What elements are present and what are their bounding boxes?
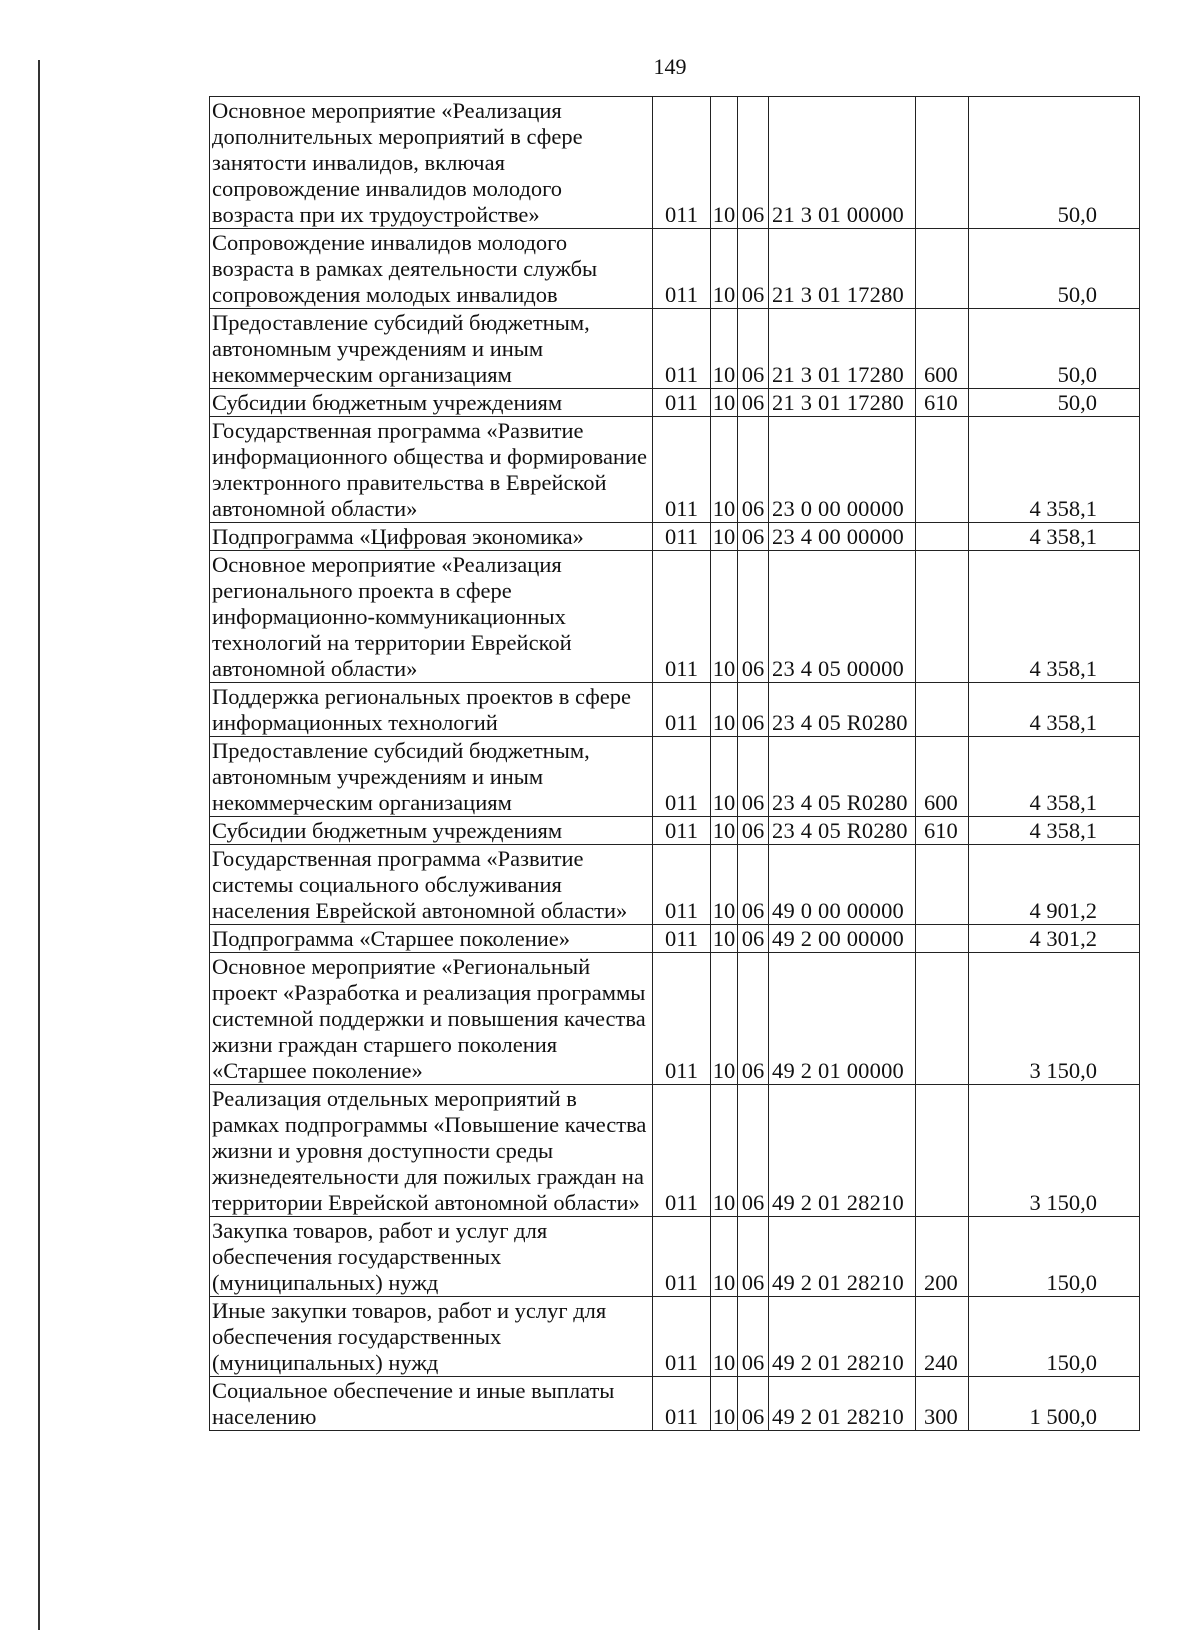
table-row [210, 925, 1140, 953]
subsection-code-cell: 06 [738, 229, 769, 309]
subsection-code-cell: 06 [738, 417, 769, 523]
subsection-code-cell: 06 [738, 97, 769, 229]
expense-type-code-cell [916, 551, 969, 683]
expense-type-code-cell: 610 [916, 389, 969, 417]
administrator-code-cell: 011 [653, 389, 711, 417]
subsection-code-cell: 06 [738, 683, 769, 737]
expense-type-code-cell [916, 97, 969, 229]
section-code-cell: 10 [711, 817, 738, 845]
table-row [210, 845, 1140, 925]
target-article-code-cell: 23 4 05 R0280 [769, 737, 916, 817]
amount-cell: 4 358,1 [969, 737, 1140, 817]
amount-cell: 3 150,0 [969, 1085, 1140, 1217]
target-article-code-cell: 49 2 01 28210 [769, 1217, 916, 1297]
expense-name-cell: Субсидии бюджетным учреждениям [210, 817, 653, 845]
budget-table [209, 96, 1140, 1431]
expense-type-code-cell [916, 845, 969, 925]
table-row [210, 309, 1140, 389]
expense-name-cell: Основное мероприятие «Региональный проект «Разработка и реализация программы системной поддержки и повышения качества жизни граждан старшего поколения «Старшее поколение» [210, 953, 653, 1085]
amount-cell: 50,0 [969, 309, 1140, 389]
target-article-code-cell: 49 2 01 28210 [769, 1297, 916, 1377]
section-code-cell: 10 [711, 1297, 738, 1377]
subsection-code-cell: 06 [738, 551, 769, 683]
binding-margin-line [38, 60, 40, 1630]
section-code-cell: 10 [711, 417, 738, 523]
expense-name-cell: Предоставление субсидий бюджетным, автономным учреждениям и иным некоммерческим организациям [210, 309, 653, 389]
table-row [210, 97, 1140, 229]
target-article-code-cell: 23 4 05 R0280 [769, 683, 916, 737]
amount-cell: 3 150,0 [969, 953, 1140, 1085]
table-row [210, 229, 1140, 309]
amount-cell: 50,0 [969, 97, 1140, 229]
section-code-cell: 10 [711, 97, 738, 229]
expense-name-cell: Реализация отдельных мероприятий в рамках подпрограммы «Повышение качества жизни и уровня доступности среды жизнедеятельности для пожилых граждан на территории Еврейской автономной области» [210, 1085, 653, 1217]
target-article-code-cell: 21 3 01 17280 [769, 309, 916, 389]
section-code-cell: 10 [711, 523, 738, 551]
expense-type-code-cell [916, 683, 969, 737]
subsection-code-cell: 06 [738, 953, 769, 1085]
expense-name-cell: Субсидии бюджетным учреждениям [210, 389, 653, 417]
section-code-cell: 10 [711, 1085, 738, 1217]
table-row [210, 953, 1140, 1085]
amount-cell: 4 358,1 [969, 551, 1140, 683]
target-article-code-cell: 49 2 01 00000 [769, 953, 916, 1085]
administrator-code-cell: 011 [653, 683, 711, 737]
expense-name-cell: Закупка товаров, работ и услуг для обеспечения государственных (муниципальных) нужд [210, 1217, 653, 1297]
administrator-code-cell: 011 [653, 817, 711, 845]
expense-name-cell: Предоставление субсидий бюджетным, автономным учреждениям и иным некоммерческим организациям [210, 737, 653, 817]
subsection-code-cell: 06 [738, 1085, 769, 1217]
amount-cell: 4 901,2 [969, 845, 1140, 925]
administrator-code-cell: 011 [653, 1217, 711, 1297]
administrator-code-cell: 011 [653, 1297, 711, 1377]
expense-type-code-cell [916, 229, 969, 309]
section-code-cell: 10 [711, 551, 738, 683]
target-article-code-cell: 49 0 00 00000 [769, 845, 916, 925]
expense-name-cell: Иные закупки товаров, работ и услуг для обеспечения государственных (муниципальных) нужд [210, 1297, 653, 1377]
table-row [210, 1085, 1140, 1217]
target-article-code-cell: 49 2 01 28210 [769, 1377, 916, 1431]
expense-type-code-cell: 600 [916, 309, 969, 389]
subsection-code-cell: 06 [738, 925, 769, 953]
table-body [210, 97, 1140, 1431]
expense-name-cell: Государственная программа «Развитие информационного общества и формирование электронного правительства в Еврейской автономной области» [210, 417, 653, 523]
administrator-code-cell: 011 [653, 953, 711, 1085]
subsection-code-cell: 06 [738, 389, 769, 417]
target-article-code-cell: 21 3 01 17280 [769, 229, 916, 309]
subsection-code-cell: 06 [738, 1377, 769, 1431]
section-code-cell: 10 [711, 389, 738, 417]
target-article-code-cell: 49 2 00 00000 [769, 925, 916, 953]
expense-type-code-cell [916, 953, 969, 1085]
administrator-code-cell: 011 [653, 523, 711, 551]
table-row [210, 737, 1140, 817]
expense-type-code-cell: 300 [916, 1377, 969, 1431]
expense-name-cell: Сопровождение инвалидов молодого возраста в рамках деятельности службы сопровождения молодых инвалидов [210, 229, 653, 309]
subsection-code-cell: 06 [738, 1297, 769, 1377]
subsection-code-cell: 06 [738, 309, 769, 389]
expense-name-cell: Основное мероприятие «Реализация дополнительных мероприятий в сфере занятости инвалидов, включая сопровождение инвалидов молодого возраста при их трудоустройстве» [210, 97, 653, 229]
amount-cell: 50,0 [969, 229, 1140, 309]
subsection-code-cell: 06 [738, 1217, 769, 1297]
expense-name-cell: Государственная программа «Развитие системы социального обслуживания населения Еврейской автономной области» [210, 845, 653, 925]
target-article-code-cell: 23 4 05 00000 [769, 551, 916, 683]
target-article-code-cell: 23 4 00 00000 [769, 523, 916, 551]
target-article-code-cell: 23 4 05 R0280 [769, 817, 916, 845]
expense-name-cell: Социальное обеспечение и иные выплаты населению [210, 1377, 653, 1431]
administrator-code-cell: 011 [653, 229, 711, 309]
subsection-code-cell: 06 [738, 523, 769, 551]
section-code-cell: 10 [711, 309, 738, 389]
amount-cell: 4 358,1 [969, 523, 1140, 551]
amount-cell: 150,0 [969, 1297, 1140, 1377]
subsection-code-cell: 06 [738, 817, 769, 845]
amount-cell: 150,0 [969, 1217, 1140, 1297]
expense-type-code-cell: 200 [916, 1217, 969, 1297]
administrator-code-cell: 011 [653, 1085, 711, 1217]
table-row [210, 1377, 1140, 1431]
expense-type-code-cell [916, 417, 969, 523]
expense-name-cell: Подпрограмма «Цифровая экономика» [210, 523, 653, 551]
expense-type-code-cell: 600 [916, 737, 969, 817]
table-row [210, 417, 1140, 523]
table-row [210, 523, 1140, 551]
amount-cell: 4 358,1 [969, 817, 1140, 845]
section-code-cell: 10 [711, 1377, 738, 1431]
target-article-code-cell: 49 2 01 28210 [769, 1085, 916, 1217]
table-row [210, 1297, 1140, 1377]
subsection-code-cell: 06 [738, 845, 769, 925]
expense-type-code-cell [916, 925, 969, 953]
amount-cell: 50,0 [969, 389, 1140, 417]
section-code-cell: 10 [711, 953, 738, 1085]
target-article-code-cell: 23 0 00 00000 [769, 417, 916, 523]
table-row [210, 817, 1140, 845]
administrator-code-cell: 011 [653, 417, 711, 523]
page-number: 149 [653, 54, 687, 79]
administrator-code-cell: 011 [653, 97, 711, 229]
table-row [210, 683, 1140, 737]
section-code-cell: 10 [711, 1217, 738, 1297]
expense-type-code-cell [916, 523, 969, 551]
expense-type-code-cell: 610 [916, 817, 969, 845]
administrator-code-cell: 011 [653, 551, 711, 683]
administrator-code-cell: 011 [653, 845, 711, 925]
section-code-cell: 10 [711, 737, 738, 817]
section-code-cell: 10 [711, 683, 738, 737]
table-row [210, 1217, 1140, 1297]
expense-name-cell: Основное мероприятие «Реализация регионального проекта в сфере информационно-коммуникационных технологий на территории Еврейской автономной области» [210, 551, 653, 683]
expense-type-code-cell: 240 [916, 1297, 969, 1377]
amount-cell: 4 358,1 [969, 417, 1140, 523]
administrator-code-cell: 011 [653, 1377, 711, 1431]
target-article-code-cell: 21 3 01 00000 [769, 97, 916, 229]
administrator-code-cell: 011 [653, 309, 711, 389]
amount-cell: 1 500,0 [969, 1377, 1140, 1431]
administrator-code-cell: 011 [653, 925, 711, 953]
expense-type-code-cell [916, 1085, 969, 1217]
expense-name-cell: Подпрограмма «Старшее поколение» [210, 925, 653, 953]
subsection-code-cell: 06 [738, 737, 769, 817]
table-row [210, 389, 1140, 417]
section-code-cell: 10 [711, 925, 738, 953]
target-article-code-cell: 21 3 01 17280 [769, 389, 916, 417]
table-row [210, 551, 1140, 683]
amount-cell: 4 358,1 [969, 683, 1140, 737]
amount-cell: 4 301,2 [969, 925, 1140, 953]
section-code-cell: 10 [711, 229, 738, 309]
expense-name-cell: Поддержка региональных проектов в сфере информационных технологий [210, 683, 653, 737]
section-code-cell: 10 [711, 845, 738, 925]
administrator-code-cell: 011 [653, 737, 711, 817]
